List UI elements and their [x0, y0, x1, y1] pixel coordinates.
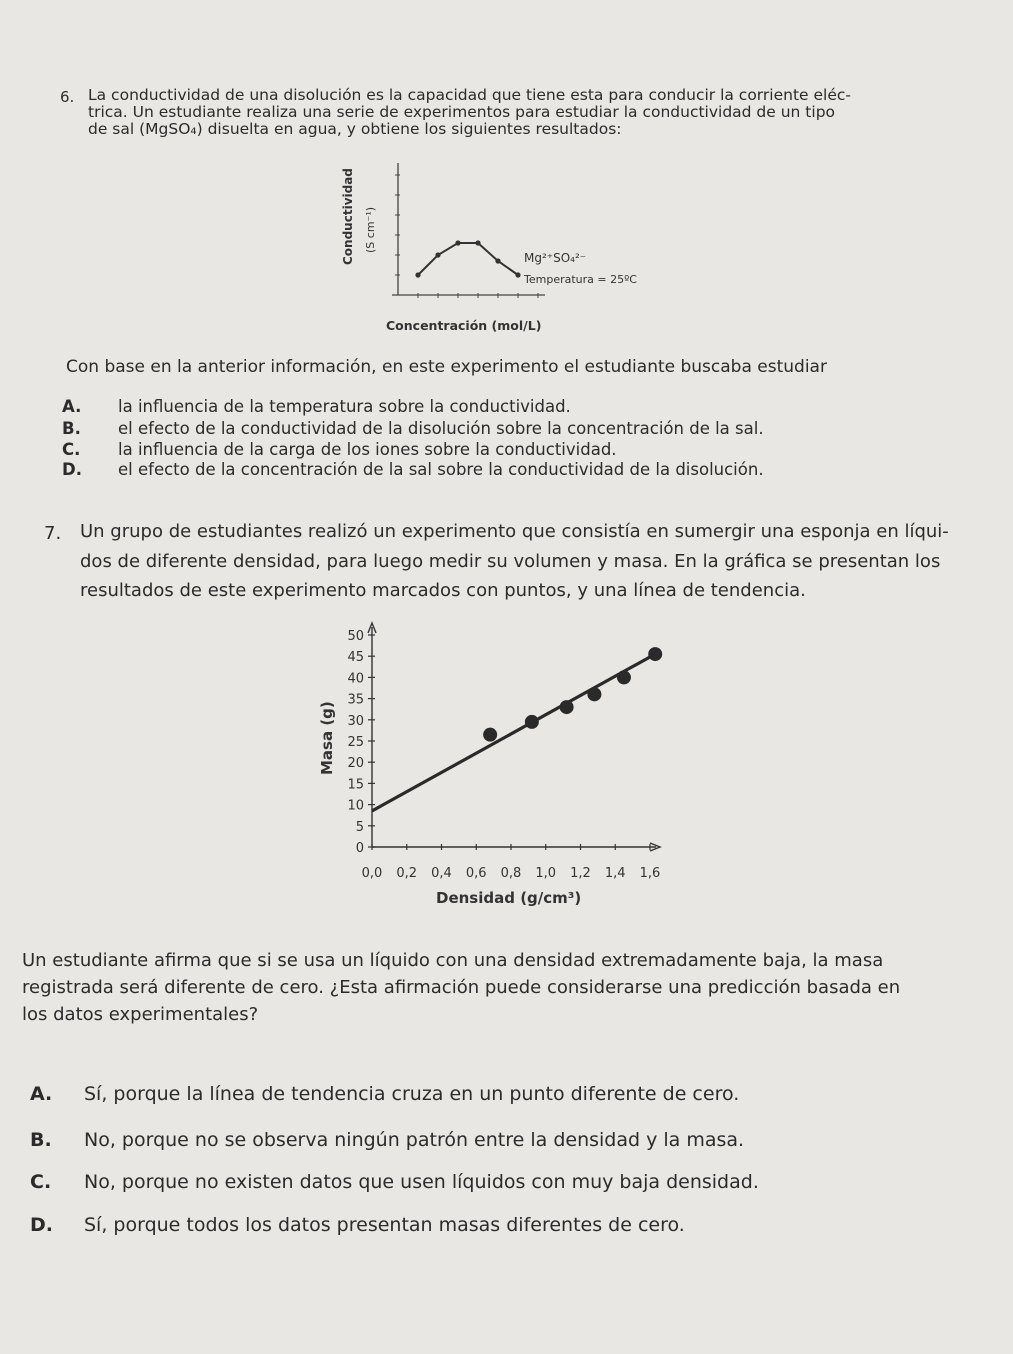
chart1-data-point	[495, 258, 500, 263]
option-letter: B.	[30, 1129, 52, 1151]
q6-stem-line: de sal (MgSO₄) disuelta en agua, y obtiene los siguientes resultados:	[88, 120, 622, 138]
chart2-y-tick-label: 30	[347, 713, 364, 729]
q6-option-d[interactable]	[62, 460, 764, 479]
chart2-y-tick-label: 40	[347, 671, 364, 687]
q7-stem-line: resultados de este experimento marcados con puntos, y una línea de tendencia.	[80, 580, 806, 601]
q7-stem-line: dos de diferente densidad, para luego medir su volumen y masa. En la gráfica se presentan los	[80, 551, 941, 572]
chart2-x-tick-label: 0,0	[361, 866, 383, 881]
chart2-x-tick-label: 0,2	[396, 866, 418, 881]
chart2-data-point	[648, 647, 662, 661]
chart2-x-tick-label: 1,4	[604, 866, 626, 881]
chart2-y-tick-label: 25	[347, 735, 364, 750]
chart2-y-tick-label: 45	[347, 650, 364, 666]
chart1-series-line	[418, 243, 518, 275]
mass-density-chart	[300, 615, 680, 915]
chart2-data-point	[560, 700, 574, 714]
option-text: Sí, porque todos los datos presentan masas diferentes de cero.	[84, 1214, 685, 1236]
chart2-x-tick-label: 1,2	[570, 866, 591, 881]
q7-option-b[interactable]	[30, 1129, 744, 1151]
option-letter: A.	[30, 1083, 53, 1105]
chart1-data-point	[475, 240, 480, 245]
chart1-data-point	[415, 272, 420, 277]
option-letter: D.	[30, 1214, 53, 1236]
q7-claim-line: registrada será diferente de cero. ¿Esta afirmación puede considerarse una predicción basada en	[22, 977, 901, 998]
chart2-y-tick-label: 5	[355, 819, 364, 835]
q7-option-d[interactable]	[30, 1214, 685, 1236]
q7-claim-line: Un estudiante afirma que si se usa un líquido con una densidad extremadamente baja, la masa	[22, 950, 884, 971]
option-letter: C.	[30, 1171, 52, 1193]
chart2-x-tick-label: 0,6	[465, 866, 487, 881]
option-letter: A.	[62, 397, 82, 416]
conductivity-chart	[330, 155, 670, 340]
chart2-data-point	[525, 715, 539, 729]
chart2-x-tick-label: 1,6	[639, 866, 661, 881]
chart1-xlabel: Concentración (mol/L)	[386, 318, 542, 333]
q6-option-b[interactable]	[62, 419, 764, 438]
option-text: Sí, porque la línea de tendencia cruza en un punto diferente de cero.	[84, 1083, 740, 1105]
chart2-xlabel: Densidad (g/cm³)	[436, 889, 582, 907]
chart2-data-point	[587, 687, 601, 701]
option-text: No, porque no existen datos que usen líquidos con muy baja densidad.	[84, 1171, 759, 1193]
q6-option-c[interactable]	[62, 440, 617, 459]
chart1-data-point	[515, 272, 520, 277]
chart2-y-tick-label: 0	[355, 841, 364, 856]
chart2-y-tick-label: 20	[347, 756, 364, 772]
chart1-ylabel: Conductividad	[341, 168, 355, 265]
chart1-data-point	[435, 252, 440, 257]
option-letter: C.	[62, 440, 81, 459]
option-text: la influencia de la temperatura sobre la conductividad.	[118, 397, 571, 416]
option-text: el efecto de la conductividad de la disolución sobre la concentración de la sal.	[118, 419, 764, 438]
q7-number: 7.	[44, 523, 62, 544]
option-letter: B.	[62, 419, 81, 438]
chart2-y-tick-label: 10	[347, 798, 364, 814]
chart2-x-tick-label: 0,8	[500, 866, 522, 881]
option-letter: D.	[62, 460, 82, 479]
q6-stem-line: trica. Un estudiante realiza una serie de experimentos para estudiar la conductividad de un tipo	[88, 103, 836, 121]
chart1-legend-species: Mg²⁺SO₄²⁻	[524, 251, 587, 265]
chart2-x-tick-label: 0,4	[431, 866, 452, 881]
chart2-y-tick-label: 35	[347, 692, 364, 708]
q6-option-a[interactable]	[62, 397, 571, 416]
chart2-y-tick-label: 15	[347, 777, 364, 793]
q6-stem-line: La conductividad de una disolución es la capacidad que tiene esta para conducir la corriente eléc-	[88, 86, 851, 104]
chart1-legend-condition: Temperatura = 25ºC	[524, 273, 637, 286]
option-text: el efecto de la concentración de la sal sobre la conductividad de la disolución.	[118, 460, 764, 479]
q7-stem-line: Un grupo de estudiantes realizó un experimento que consistía en sumergir una esponja en líqui-	[80, 521, 949, 542]
chart2-data-point	[617, 670, 631, 684]
option-text: la influencia de la carga de los iones sobre la conductividad.	[118, 440, 617, 459]
chart1-ylabel-units: (S cm⁻¹)	[364, 206, 377, 253]
chart2-trend-line	[372, 654, 655, 811]
q7-option-a[interactable]	[30, 1083, 739, 1105]
q7-option-c[interactable]	[30, 1171, 759, 1193]
option-text: No, porque no se observa ningún patrón entre la densidad y la masa.	[84, 1129, 745, 1151]
chart2-ylabel: Masa (g)	[318, 701, 336, 775]
q6-question: Con base en la anterior información, en este experimento el estudiante buscaba estudiar	[66, 357, 827, 377]
q7-claim-line: los datos experimentales?	[22, 1004, 259, 1025]
chart2-x-tick-label: 1,0	[535, 866, 557, 881]
chart2-y-tick-label: 50	[347, 629, 364, 644]
q6-number: 6.	[60, 88, 75, 106]
chart2-data-point	[483, 728, 497, 742]
chart1-data-point	[455, 240, 460, 245]
